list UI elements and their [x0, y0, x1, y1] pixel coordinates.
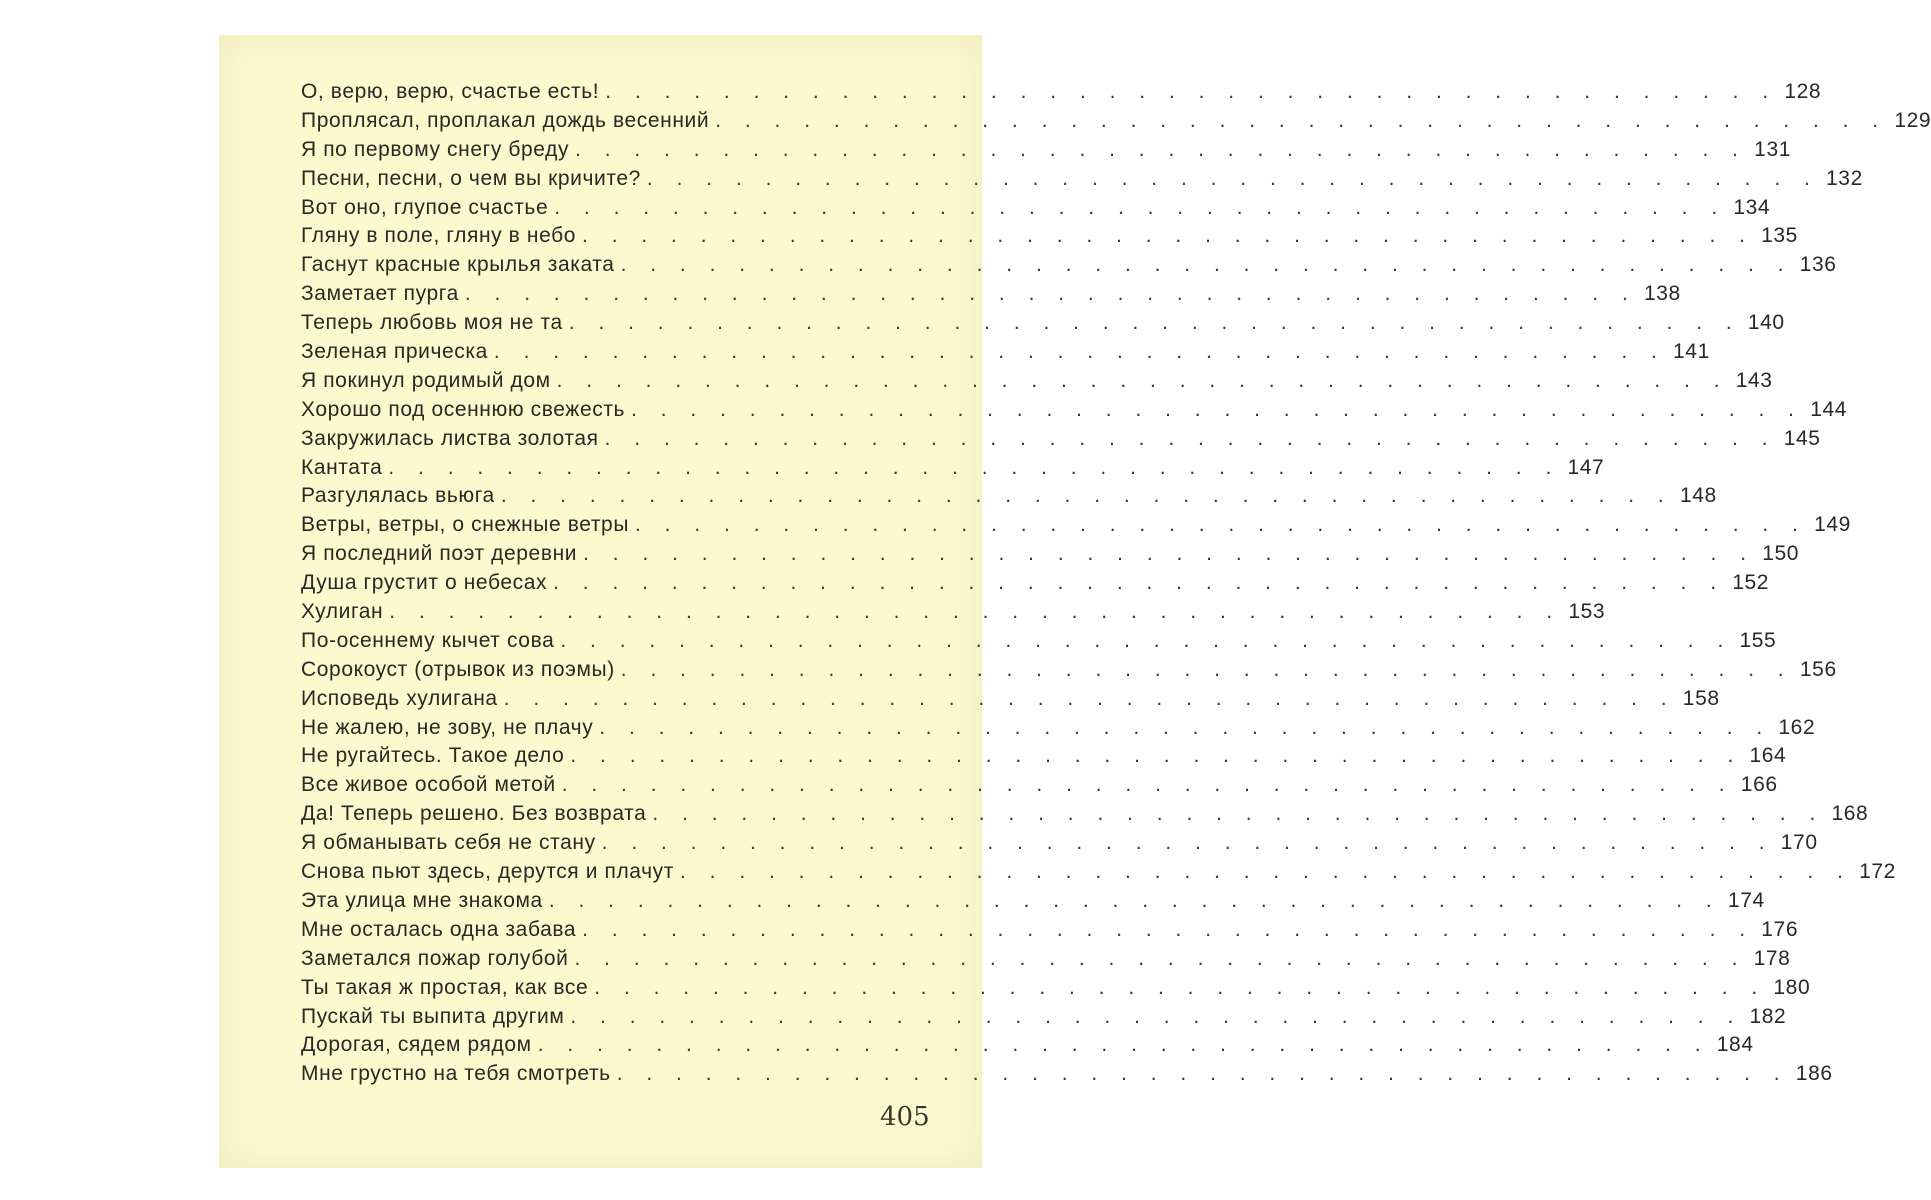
toc-dot-leader: . . . . . . . . . . . . . . . . . . . . . . . . . . . . . . . . . . . . . . . .	[503, 686, 1676, 710]
toc-dot-leader: . . . . . . . . . . . . . . . . . . . . . . . . . . . . . . . . . . . . . . . .	[561, 773, 1734, 797]
toc-entry	[301, 368, 1773, 398]
toc-entry	[301, 802, 1869, 831]
toc-entry-title: Вот оно, глупое счастье	[301, 195, 549, 219]
toc-dot-leader: . . . . . . . . . . . . . . . . . . . . . . . . . . . . . . . . . . . . . . . .	[554, 195, 1727, 219]
toc-dot-leader: . . . . . . . . . . . . . . . . . . . . . . . . . . . . . . . . . . . . . . . .	[560, 628, 1733, 652]
toc-entry	[301, 542, 1800, 571]
toc-entry	[301, 773, 1778, 802]
toc-entry	[301, 455, 1605, 485]
toc-dot-leader: . . . . . . . . . . . . . . . . . . . . . . . . . . . . . . . . . . . . . . . .	[583, 542, 1756, 566]
toc-entry	[301, 166, 1863, 196]
toc-entry	[301, 397, 1848, 427]
toc-entry-title: Ветры, ветры, о снежные ветры	[301, 513, 630, 537]
toc-entry-title: Я обманывать себя не стану	[301, 831, 596, 855]
toc-entry-page: 135	[1761, 224, 1798, 248]
toc-dot-leader: . . . . . . . . . . . . . . . . . . . . . . . . . . . . . . . . . . . . . . . .	[556, 368, 1729, 392]
toc-dot-leader: . . . . . . . . . . . . . . . . . . . . . . . . . . . . . . . . . . . . . . . .	[616, 1062, 1789, 1086]
toc-entry-title: Не жалею, не зову, не плачу	[301, 715, 594, 739]
toc-entry-page: 155	[1739, 628, 1777, 652]
toc-entry-page: 147	[1567, 455, 1605, 479]
toc-entry-page: 182	[1749, 1004, 1787, 1028]
toc-entry-title: Кантата	[301, 455, 383, 479]
toc-entry-title: Закружилась листва золотая	[301, 426, 599, 450]
toc-entry-page: 153	[1568, 600, 1606, 624]
toc-entry-page: 162	[1778, 715, 1816, 739]
toc-entry-page: 150	[1762, 542, 1800, 566]
toc-dot-leader: . . . . . . . . . . . . . . . . . . . . . . . . . . . . . . . . . . . . . . . .	[715, 108, 1888, 132]
toc-entry	[301, 253, 1837, 282]
toc-entry	[301, 600, 1606, 629]
toc-entry	[301, 744, 1787, 773]
toc-entry-title: Гаснут красные крылья заката	[301, 253, 615, 277]
toc-entry-page: 166	[1740, 773, 1778, 797]
toc-entry-title: Хулиган	[301, 600, 384, 624]
toc-dot-leader: . . . . . . . . . . . . . . . . . . . . . . . . . . . . . . . . . . . . . . . .	[605, 80, 1778, 103]
toc-entry	[301, 571, 1770, 600]
page-number: 405	[880, 1102, 930, 1132]
toc-entry-title: Пускай ты выпита другим	[301, 1004, 565, 1028]
toc-dot-leader: . . . . . . . . . . . . . . . . . . . . . . . . . . . . . . . . . . . . . . . .	[574, 946, 1747, 970]
toc-entry-title: Сорокоуст (отрывок из поэмы)	[301, 657, 615, 681]
toc-entry-page: 138	[1643, 282, 1681, 306]
toc-entry-title: Заметает пурга	[301, 282, 459, 306]
toc-entry	[301, 1062, 1833, 1091]
toc-entry-page: 136	[1799, 253, 1837, 277]
toc-entry-page: 144	[1810, 397, 1848, 421]
toc-entry-title: Я покинул родимый дом	[301, 368, 551, 392]
toc-entry-page: 168	[1831, 802, 1869, 826]
toc-entry-title: Дорогая, сядем рядом	[301, 1033, 532, 1057]
toc-dot-leader: . . . . . . . . . . . . . . . . . . . . . . . . . . . . . . . . . . . . . . . .	[679, 860, 1852, 884]
toc-entry-title: Песни, песни, о чем вы кричите?	[301, 166, 641, 190]
toc-dot-leader: . . . . . . . . . . . . . . . . . . . . . . . . . . . . . . . . . . . . . . . .	[537, 1033, 1710, 1057]
toc-dot-leader: . . . . . . . . . . . . . . . . . . . . . . . . . . . . . . . . . . . . . . . .	[594, 975, 1767, 999]
toc-entry-page: 128	[1784, 80, 1822, 103]
toc-entry-title: Все живое особой метой	[301, 773, 556, 797]
toc-entry-title: Зеленая прическа	[301, 340, 488, 364]
toc-entry	[301, 686, 1720, 716]
toc-dot-leader: . . . . . . . . . . . . . . . . . . . . . . . . . . . . . . . . . . . . . . . .	[568, 311, 1741, 335]
toc-entry-title: По-осеннему кычет сова	[301, 628, 555, 652]
toc-entry-page: 148	[1679, 484, 1717, 508]
toc-entry	[301, 975, 1811, 1005]
toc-entry	[301, 137, 1792, 167]
toc-dot-leader: . . . . . . . . . . . . . . . . . . . . . . . . . . . . . . . . . . . . . . . .	[652, 802, 1825, 826]
toc-entry-title: Мне грустно на тебя смотреть	[301, 1062, 611, 1086]
toc-entry-page: 180	[1773, 975, 1811, 999]
toc-entry	[301, 224, 1798, 253]
toc-entry-title: Я последний поэт деревни	[301, 542, 578, 566]
toc-dot-leader: . . . . . . . . . . . . . . . . . . . . . . . . . . . . . . . . . . . . . . . .	[548, 888, 1721, 912]
toc-entry-title: Снова пьют здесь, дерутся и плачут	[301, 860, 674, 884]
toc-entry	[301, 860, 1896, 889]
toc-entry	[301, 195, 1771, 225]
toc-entry-title: Ты такая ж простая, как все	[301, 975, 589, 999]
toc-entry-title: Душа грустит о небесах	[301, 571, 548, 595]
toc-entry-title: Мне осталась одна забава	[301, 917, 577, 941]
toc-dot-leader: . . . . . . . . . . . . . . . . . . . . . . . . . . . . . . . . . . . . . . . .	[493, 340, 1666, 364]
toc-entry	[301, 484, 1717, 513]
toc-entry-page: 140	[1747, 311, 1785, 335]
toc-entry-page: 176	[1761, 917, 1799, 941]
toc-entry	[301, 1004, 1787, 1034]
toc-dot-leader: . . . . . . . . . . . . . . . . . . . . . . . . . . . . . . . . . . . . . . . .	[620, 657, 1793, 681]
toc-entry-title: Проплясал, проплакал дождь весенний	[301, 108, 710, 132]
toc-entry-title: Эта улица мне знакома	[301, 888, 543, 912]
toc-dot-leader: . . . . . . . . . . . . . . . . . . . . . . . . . . . . . . . . . . . . . . . .	[575, 137, 1748, 161]
toc-entry-title: Не ругайтесь. Такое дело	[301, 744, 565, 768]
toc-entry-page: 129	[1894, 108, 1931, 132]
toc-dot-leader: . . . . . . . . . . . . . . . . . . . . . . . . . . . . . . . . . . . . . . . .	[646, 166, 1819, 190]
toc-entry	[301, 831, 1818, 860]
toc-entry-page: 134	[1733, 195, 1771, 219]
toc-dot-leader: . . . . . . . . . . . . . . . . . . . . . . . . . . . . . . . . . . . . . . . .	[635, 513, 1807, 537]
toc-dot-leader: . . . . . . . . . . . . . . . . . . . . . . . . . . . . . . . . . . . . . . . .	[620, 253, 1793, 277]
toc-entry	[301, 108, 1931, 138]
toc-entry-title: О, верю, верю, счастье есть!	[301, 80, 600, 103]
toc-entry-page: 152	[1732, 571, 1770, 595]
toc-entry-title: Теперь любовь моя не та	[301, 311, 563, 335]
toc-dot-leader: . . . . . . . . . . . . . . . . . . . . . . . . . . . . . . . . . . . . . . . .	[464, 282, 1637, 306]
toc-dot-leader: . . . . . . . . . . . . . . . . . . . . . . . . . . . . . . . . . . . . . . . .	[601, 831, 1774, 855]
toc-entry	[301, 917, 1799, 947]
toc-entry-page: 164	[1749, 744, 1787, 768]
toc-entry-page: 158	[1682, 686, 1720, 710]
toc-entry	[301, 311, 1785, 340]
toc-entry-title: Гляну в поле, гляну в небо	[301, 224, 577, 248]
toc-entry-page: 141	[1673, 340, 1710, 364]
toc-entry	[301, 282, 1681, 311]
toc-entry	[301, 628, 1777, 658]
toc-entry	[301, 715, 1816, 745]
toc-dot-leader: . . . . . . . . . . . . . . . . . . . . . . . . . . . . . . . . . . . . . . . .	[570, 1004, 1743, 1028]
toc-entry-page: 132	[1826, 166, 1863, 190]
toc-entry-title: Хорошо под осеннюю свежесть	[301, 397, 626, 421]
toc-entry	[301, 657, 1837, 687]
toc-entry-title: Да! Теперь решено. Без возврата	[301, 802, 647, 826]
toc-dot-leader: . . . . . . . . . . . . . . . . . . . . . . . . . . . . . . . . . . . . . . . .	[582, 224, 1754, 248]
toc-entry	[301, 426, 1821, 456]
toc-dot-leader: . . . . . . . . . . . . . . . . . . . . . . . . . . . . . . . . . . . . . . . .	[500, 484, 1673, 508]
toc-dot-leader: . . . . . . . . . . . . . . . . . . . . . . . . . . . . . . . . . . . . . . . .	[582, 917, 1755, 941]
toc-dot-leader: . . . . . . . . . . . . . . . . . . . . . . . . . . . . . . . . . . . . . . . .	[553, 571, 1726, 595]
toc-entry-page: 172	[1859, 860, 1896, 884]
toc-entry-title: Заметался пожар голубой	[301, 946, 569, 970]
toc-dot-leader: . . . . . . . . . . . . . . . . . . . . . . . . . . . . . . . . . . . . . . . .	[570, 744, 1743, 768]
toc-entry-page: 156	[1799, 657, 1837, 681]
toc-dot-leader: . . . . . . . . . . . . . . . . . . . . . . . . . . . . . . . . . . . . . . . .	[631, 397, 1804, 421]
toc-entry-page: 178	[1753, 946, 1791, 970]
toc-entry-title: Я по первому снегу бреду	[301, 137, 570, 161]
toc-entry-page: 186	[1795, 1062, 1833, 1086]
toc-entry-page: 145	[1783, 426, 1821, 450]
toc-entry-page: 174	[1727, 888, 1765, 912]
toc-entry-page: 149	[1814, 513, 1851, 537]
toc-entry	[301, 340, 1710, 369]
toc-entry-title: Разгулялась вьюга	[301, 484, 495, 508]
toc-entry	[301, 513, 1851, 542]
toc-entry-page: 184	[1716, 1033, 1754, 1057]
toc-entry	[301, 888, 1765, 918]
toc-entry	[301, 946, 1791, 976]
toc-entry-page: 131	[1754, 137, 1792, 161]
toc-entry-page: 143	[1735, 368, 1773, 392]
toc-entry	[301, 1033, 1754, 1062]
toc-dot-leader: . . . . . . . . . . . . . . . . . . . . . . . . . . . . . . . . . . . . . . . .	[604, 426, 1777, 450]
toc-entry-title: Исповедь хулигана	[301, 686, 498, 710]
toc-entry-page: 170	[1780, 831, 1818, 855]
toc-dot-leader: . . . . . . . . . . . . . . . . . . . . . . . . . . . . . . . . . . . . . . . .	[389, 600, 1562, 624]
toc-entry	[301, 80, 1822, 109]
toc-dot-leader: . . . . . . . . . . . . . . . . . . . . . . . . . . . . . . . . . . . . . . . .	[599, 715, 1772, 739]
toc-dot-leader: . . . . . . . . . . . . . . . . . . . . . . . . . . . . . . . . . . . . . . . .	[388, 455, 1561, 479]
table-of-contents	[301, 80, 1931, 1091]
